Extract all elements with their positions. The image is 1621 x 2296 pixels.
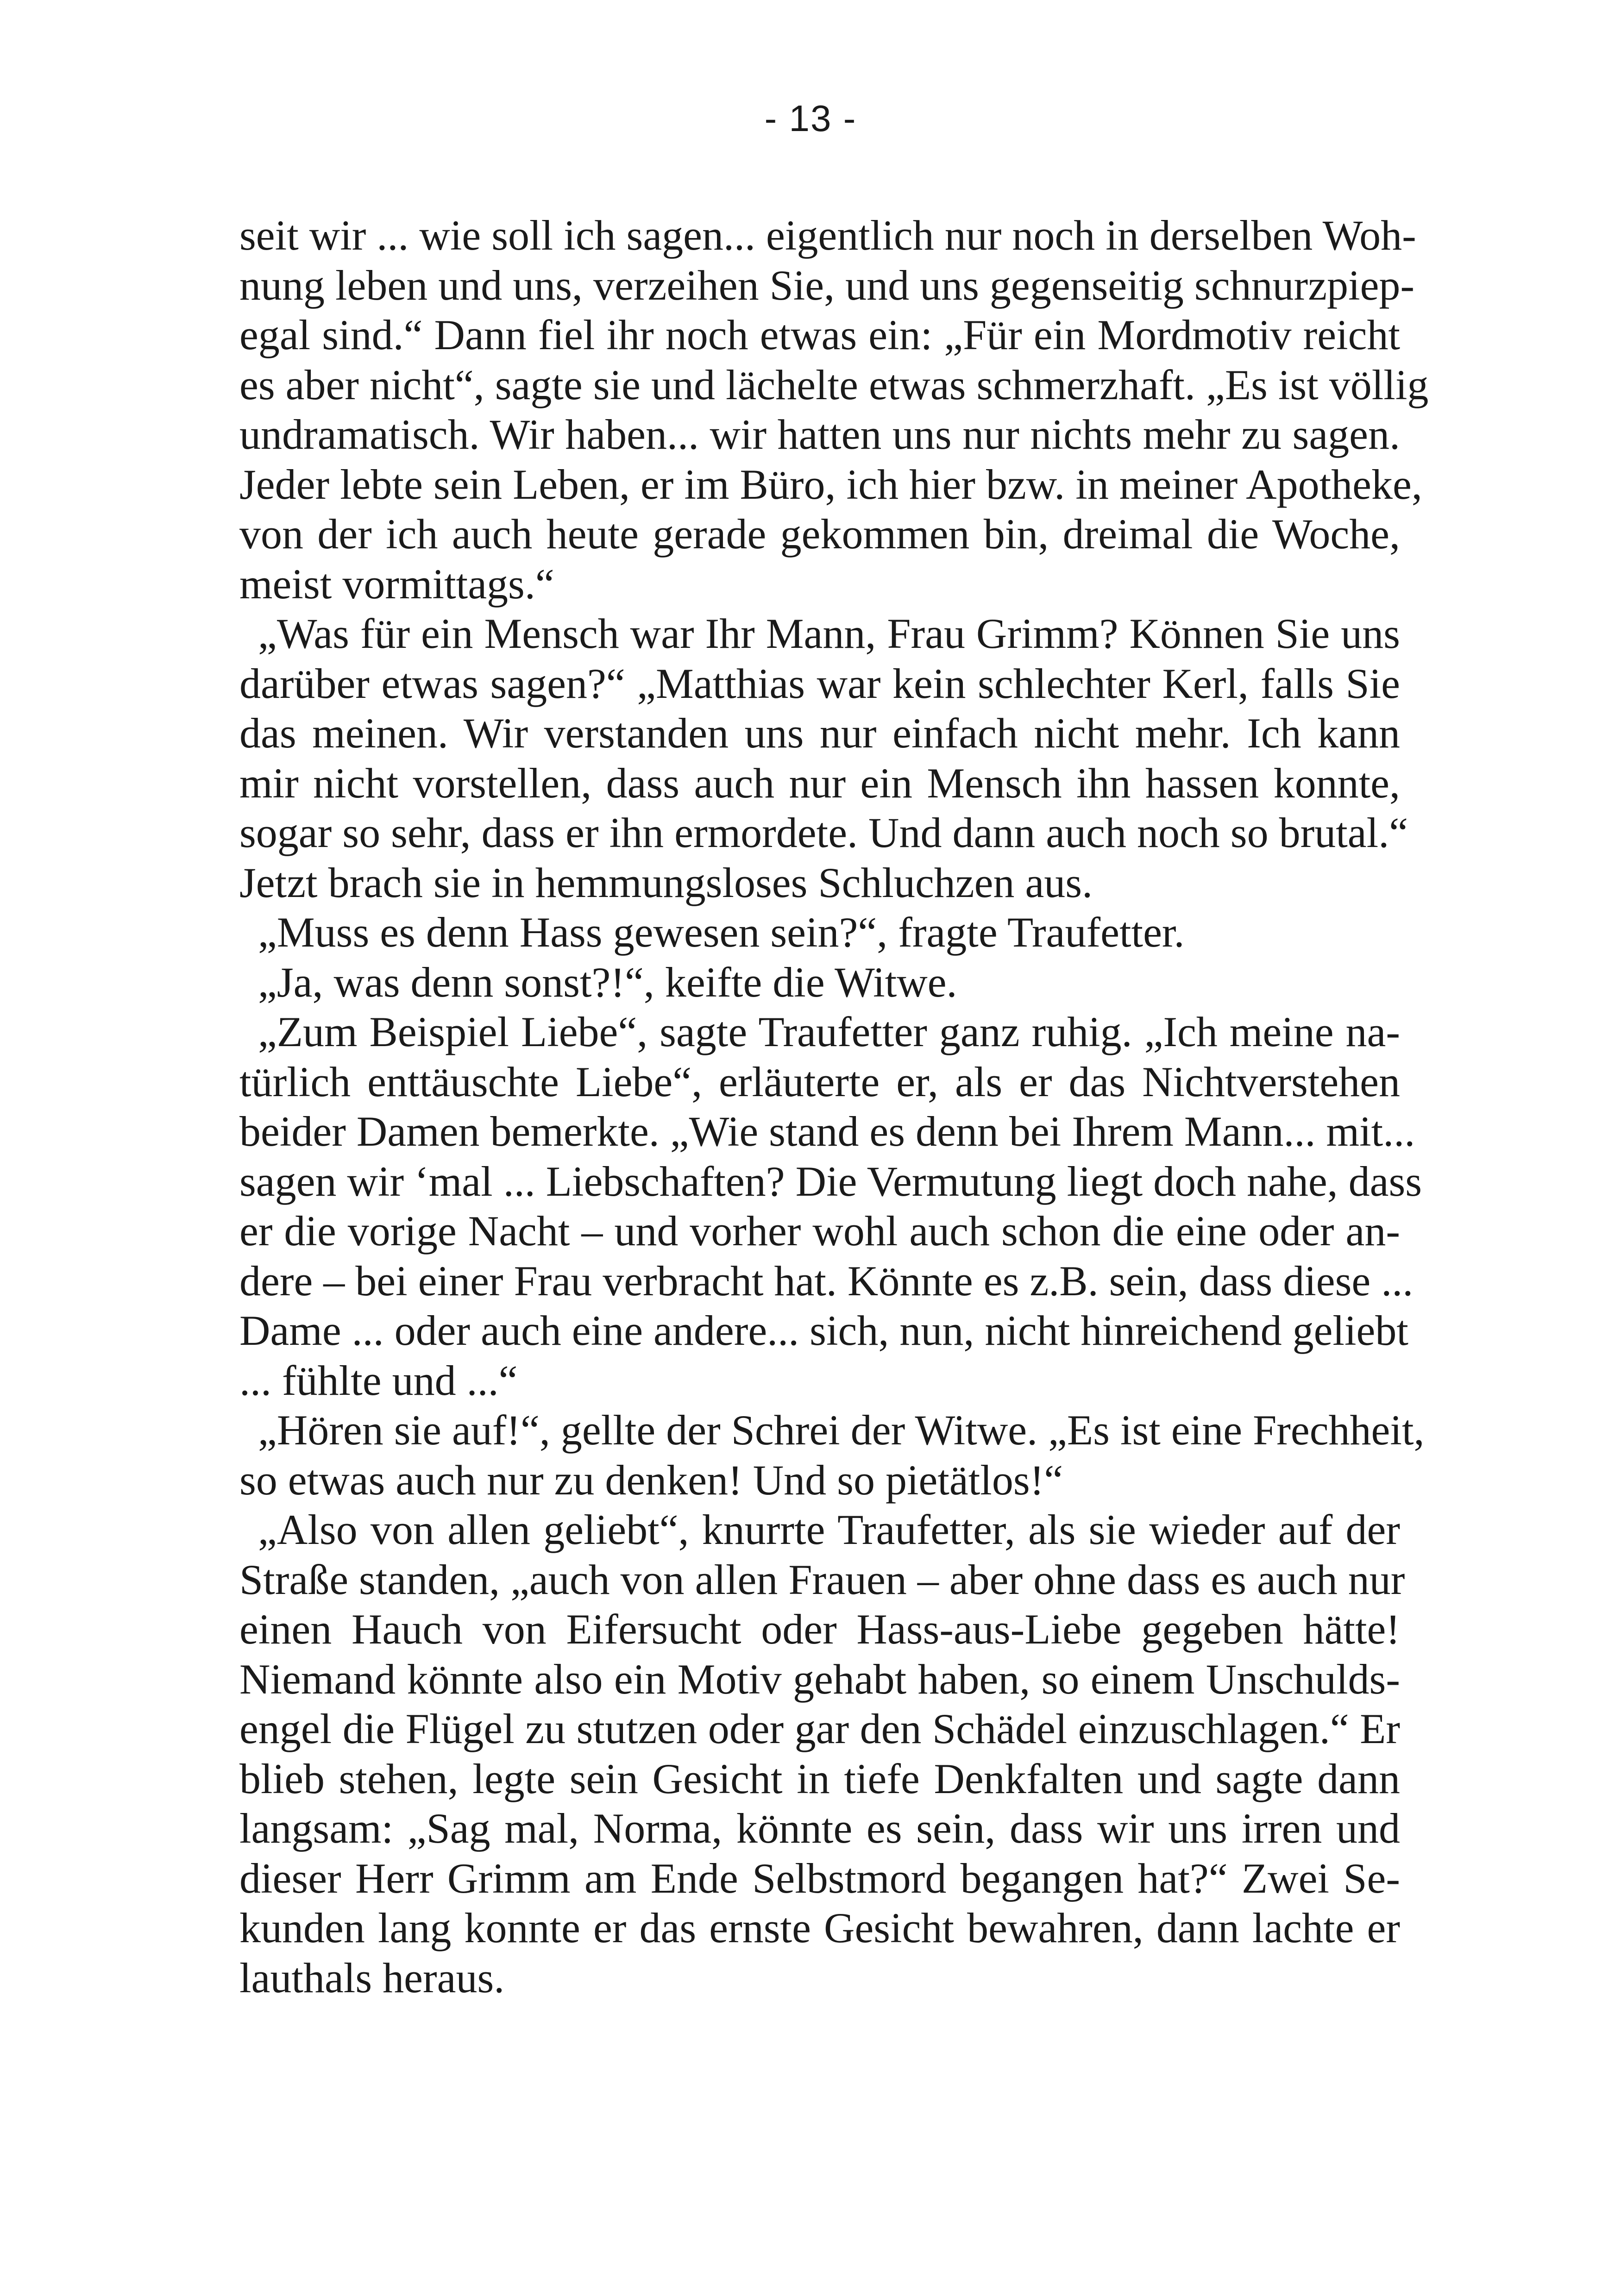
text-line: Straße standen, „auch von allen Frauen – aber ohne dass es auch nur [239,1556,1405,1603]
text-line: Dame ... oder auch eine andere... sich, nun, nicht hinreichend geliebt [239,1307,1408,1354]
text-line: sagen wir ‘mal ... Liebschaften? Die Vermutung liegt doch nahe, dass [239,1157,1422,1205]
paragraph [239,1505,1405,2003]
text-line: das meinen. Wir verstanden uns nur einfach nicht mehr. Ich kann [239,709,1400,757]
text-line: türlich enttäuschte Liebe“, erläuterte er, als er das Nichtverstehen [239,1058,1400,1105]
text-line: darüber etwas sagen?“ „Matthias war kein schlechter Kerl, falls Sie [239,659,1400,707]
text-line: „Also von allen geliebt“, knurrte Traufetter, als sie wieder auf der [258,1506,1400,1553]
paragraph [239,908,1400,958]
text-line: er die vorige Nacht – und vorher wohl auch schon die eine oder an- [239,1207,1400,1255]
paragraph [239,1007,1422,1405]
body-text [239,211,1429,2003]
text-line: „Zum Beispiel Liebe“, sagte Traufetter ganz ruhig. „Ich meine na- [258,1008,1400,1055]
text-line: „Muss es denn Hass gewesen sein?“, fragte Traufetter. [258,909,1185,956]
paragraph [239,958,1400,1008]
text-line: Jeder lebte sein Leben, er im Büro, ich hier bzw. in meiner Apotheke, [239,460,1422,508]
text-line: langsam: „Sag mal, Norma, könnte es sein, dass wir uns irren und [239,1805,1400,1852]
text-line: „Ja, was denn sonst?!“, keifte die Witwe. [258,958,957,1006]
text-line: einen Hauch von Eifersucht oder Hass-aus-Liebe gegeben hätte! [239,1606,1400,1653]
text-line: engel die Flügel zu stutzen oder gar den Schädel einzuschlagen.“ Er [239,1705,1400,1752]
text-line: beider Damen bemerkte. „Wie stand es denn bei Ihrem Mann... mit... [239,1108,1415,1155]
text-line: mir nicht vorstellen, dass auch nur ein Mensch ihn hassen konnte, [239,759,1400,807]
text-line: nung leben und uns, verzeihen Sie, und uns gegenseitig schnurzpiep- [239,261,1415,309]
paragraph [239,609,1408,908]
text-line: so etwas auch nur zu denken! Und so pietätlos!“ [239,1456,1063,1504]
page-number: - 13 - [764,98,857,139]
text-line: dere – bei einer Frau verbracht hat. Könnte es z.B. sein, dass diese ... [239,1257,1414,1305]
text-line: egal sind.“ Dann fiel ihr noch etwas ein: „Für ein Mordmotiv reicht [239,311,1400,358]
text-line: kunden lang konnte er das ernste Gesicht bewahren, dann lachte er [239,1904,1400,1951]
text-line: ... fühlte und ...“ [239,1356,518,1404]
text-line: „Was für ein Mensch war Ihr Mann, Frau Grimm? Können Sie uns [258,610,1400,657]
text-line: Niemand könnte also ein Motiv gehabt haben, so einem Unschulds- [239,1655,1400,1703]
text-line: undramatisch. Wir haben... wir hatten uns nur nichts mehr zu sagen. [239,411,1400,458]
text-line: „Hören sie auf!“, gellte der Schrei der Witwe. „Es ist eine Frechheit, [258,1406,1425,1454]
text-line: lauthals heraus. [239,1954,505,2001]
text-line: Jetzt brach sie in hemmungsloses Schluchzen aus. [239,859,1093,906]
text-line: sogar so sehr, dass er ihn ermordete. Und dann auch noch so brutal.“ [239,809,1408,856]
text-line: es aber nicht“, sagte sie und lächelte etwas schmerzhaft. „Es ist völlig [239,361,1429,408]
text-line: meist vormittags.“ [239,560,554,608]
text-line: seit wir ... wie soll ich sagen... eigentlich nur noch in derselben Woh- [239,212,1416,259]
paragraph [239,211,1429,609]
text-line: dieser Herr Grimm am Ende Selbstmord begangen hat?“ Zwei Se- [239,1854,1400,1902]
text-line: von der ich auch heute gerade gekommen bin, dreimal die Woche, [239,510,1400,558]
text-line: blieb stehen, legte sein Gesicht in tiefe Denkfalten und sagte dann [239,1755,1400,1802]
paragraph [239,1405,1425,1505]
